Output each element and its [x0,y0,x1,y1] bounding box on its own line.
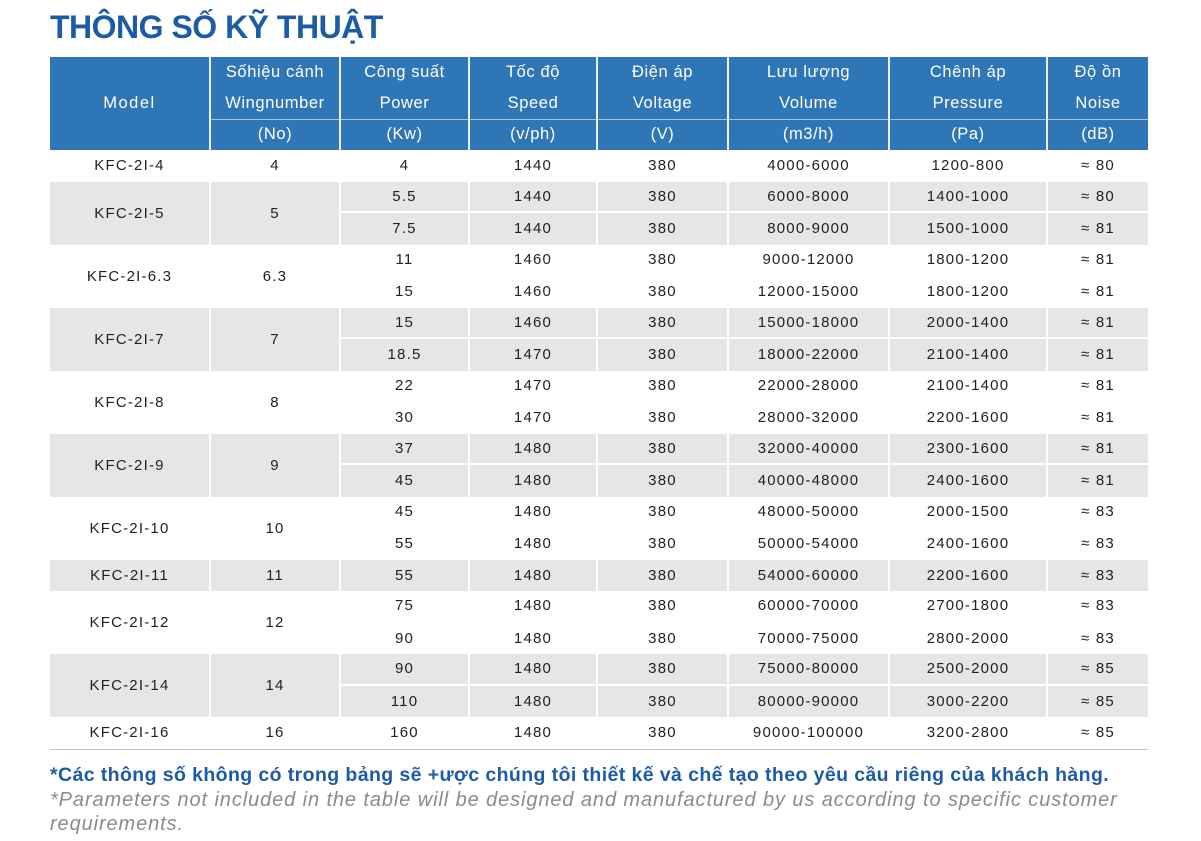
speed-cell: 1460 [470,276,598,308]
pressure-cell: 2100-1400 [890,371,1048,403]
pressure-cell: 2400-1600 [890,528,1048,560]
speed-cell: 1440 [470,213,598,245]
volume-cell: 48000-50000 [729,497,890,529]
model-group [50,150,1148,182]
pressure-cell: 1800-1200 [890,276,1048,308]
wing-number-cell: 16 [211,717,341,749]
volume-cell: 40000-48000 [729,465,890,497]
spec-table [50,57,1148,750]
pressure-cell: 1500-1000 [890,213,1048,245]
volume-cell: 50000-54000 [729,528,890,560]
column-header-speed [470,57,598,150]
volume-cell: 8000-9000 [729,213,890,245]
voltage-cell: 380 [598,182,729,214]
power-cell: 37 [341,434,470,466]
noise-cell: ≈ 85 [1081,724,1115,742]
column-header-label-en: Wingnumber [225,94,325,112]
column-header-label-vi: Sốhiệu cánh [225,63,325,81]
model-group [50,371,1148,434]
model-group [50,245,1148,308]
power-cell: 15 [341,308,470,340]
voltage-cell: 380 [598,402,729,434]
pressure-cell: 3200-2800 [890,717,1048,749]
speed-cell: 1480 [470,497,598,529]
table-header [50,57,1148,150]
model-cell: KFC-2I-14 [50,654,211,717]
speed-cell: 1460 [470,245,598,277]
volume-cell: 4000-6000 [729,150,890,182]
power-cell: 90 [341,654,470,686]
column-header-volume [729,57,890,150]
noise-cell: ≈ 81 [1081,346,1115,364]
column-header-label-en: Volume [779,94,838,112]
model-cell: KFC-2I-8 [50,371,211,434]
voltage-cell: 380 [598,560,729,592]
voltage-cell: 380 [598,591,729,623]
noise-cell: ≈ 83 [1081,629,1115,647]
pressure-cell: 2700-1800 [890,591,1048,623]
speed-cell: 1480 [470,717,598,749]
model-cell: KFC-2I-4 [50,150,211,182]
volume-cell: 70000-75000 [729,623,890,655]
pressure-cell: 2200-1600 [890,402,1048,434]
noise-cell: ≈ 81 [1081,409,1115,427]
voltage-cell: 380 [598,276,729,308]
power-cell: 75 [341,591,470,623]
voltage-cell: 380 [598,686,729,718]
power-cell: 18.5 [341,339,470,371]
column-header-unit: (Kw) [341,119,468,150]
speed-cell: 1480 [470,623,598,655]
footnote-en: *Parameters not included in the table will be designed and manufactured by us according to specific customer requirements. [50,789,1118,835]
model-group [50,560,1148,592]
volume-cell: 80000-90000 [729,686,890,718]
column-header-power [341,57,470,150]
column-header-pressure [890,57,1048,150]
volume-cell: 28000-32000 [729,402,890,434]
column-header-label-vi: Chênh áp [929,63,1007,81]
pressure-cell: 3000-2200 [890,686,1048,718]
model-group [50,717,1148,749]
speed-cell: 1460 [470,308,598,340]
wing-number-cell: 11 [211,560,341,592]
voltage-cell: 380 [598,434,729,466]
power-cell: 11 [341,245,470,277]
model-cell: KFC-2I-6.3 [50,245,211,308]
column-header-unit: (m3/h) [729,119,888,150]
speed-cell: 1480 [470,591,598,623]
column-header-model [50,57,211,150]
volume-cell: 18000-22000 [729,339,890,371]
model-group [50,182,1148,245]
voltage-cell: 380 [598,308,729,340]
wing-number-cell: 7 [211,308,341,371]
pressure-cell: 2000-1500 [890,497,1048,529]
power-cell: 45 [341,497,470,529]
power-cell: 15 [341,276,470,308]
model-group [50,497,1148,560]
noise-cell: ≈ 81 [1081,220,1115,238]
power-cell: 55 [341,528,470,560]
volume-cell: 90000-100000 [729,717,890,749]
column-header-label-vi: Điện áp [631,63,694,81]
voltage-cell: 380 [598,654,729,686]
model-cell: KFC-2I-11 [50,560,211,592]
voltage-cell: 380 [598,213,729,245]
column-header-unit: (V) [598,119,727,150]
wing-number-cell: 14 [211,654,341,717]
page-title: THÔNG SỐ KỸ THUẬT [50,9,383,45]
power-cell: 30 [341,402,470,434]
speed-cell: 1480 [470,654,598,686]
speed-cell: 1470 [470,371,598,403]
speed-cell: 1470 [470,402,598,434]
speed-cell: 1440 [470,150,598,182]
wing-number-cell: 8 [211,371,341,434]
speed-cell: 1480 [470,465,598,497]
pressure-cell: 1800-1200 [890,245,1048,277]
pressure-cell: 2400-1600 [890,465,1048,497]
model-cell: KFC-2I-5 [50,182,211,245]
column-header-noise [1048,57,1148,150]
power-cell: 45 [341,465,470,497]
noise-cell: ≈ 81 [1048,371,1148,403]
power-cell: 160 [341,717,470,749]
column-header-unit: (No) [211,119,339,150]
wing-number-cell: 5 [211,182,341,245]
column-header-label-en: Voltage [632,94,693,112]
column-header-label-vi: Tốc độ [505,63,561,81]
model-cell: KFC-2I-7 [50,308,211,371]
voltage-cell: 380 [598,371,729,403]
power-cell: 90 [341,623,470,655]
voltage-cell: 380 [598,465,729,497]
pressure-cell: 2200-1600 [890,560,1048,592]
volume-cell: 9000-12000 [729,245,890,277]
voltage-cell: 380 [598,339,729,371]
column-header-unit: (dB) [1048,119,1148,150]
power-cell: 22 [341,371,470,403]
speed-cell: 1480 [470,434,598,466]
column-header-label-vi: Độ ồn [1074,63,1122,81]
noise-cell: ≈ 83 [1048,591,1148,623]
noise-cell: ≈ 81 [1048,245,1148,277]
column-header-unit: (Pa) [890,119,1046,150]
pressure-cell: 1200-800 [890,150,1048,182]
power-cell: 7.5 [341,213,470,245]
table-body [50,150,1148,750]
pressure-cell: 2800-2000 [890,623,1048,655]
speed-cell: 1480 [470,528,598,560]
wing-number-cell: 10 [211,497,341,560]
voltage-cell: 380 [598,497,729,529]
power-cell: 110 [341,686,470,718]
voltage-cell: 380 [598,717,729,749]
pressure-cell: 2500-2000 [890,654,1048,686]
power-cell: 4 [341,150,470,182]
model-cell: KFC-2I-10 [50,497,211,560]
pressure-cell: 2300-1600 [890,434,1048,466]
volume-cell: 15000-18000 [729,308,890,340]
footnote-vi: *Các thông số không có trong bảng sẽ +ược chúng tôi thiết kế và chế tạo theo yêu cầu riêng của khách hàng. [50,764,1110,786]
column-header-label-vi: Công suất [364,63,445,81]
voltage-cell: 380 [598,528,729,560]
noise-cell: ≈ 80 [1048,182,1148,214]
volume-cell: 12000-15000 [729,276,890,308]
column-header-label-en: Power [379,94,430,112]
model-group [50,308,1148,371]
wing-number-cell: 12 [211,591,341,654]
model-group [50,654,1148,717]
voltage-cell: 380 [598,150,729,182]
volume-cell: 32000-40000 [729,434,890,466]
noise-cell: ≈ 85 [1081,692,1115,710]
speed-cell: 1440 [470,182,598,214]
model-cell: KFC-2I-9 [50,434,211,497]
column-header-label-vi: Lưu lượng [766,63,851,81]
speed-cell: 1480 [470,560,598,592]
pressure-cell: 1400-1000 [890,182,1048,214]
volume-cell: 6000-8000 [729,182,890,214]
column-header-unit: (v/ph) [470,119,596,150]
column-header-label-en: Noise [1075,94,1121,112]
model-group [50,591,1148,654]
noise-cell: ≈ 83 [1048,497,1148,529]
noise-cell: ≈ 83 [1081,535,1115,553]
column-header-label-en: Pressure [932,94,1004,112]
pressure-cell: 2100-1400 [890,339,1048,371]
volume-cell: 54000-60000 [729,560,890,592]
wing-number-cell: 6.3 [211,245,341,308]
speed-cell: 1480 [470,686,598,718]
pressure-cell: 2000-1400 [890,308,1048,340]
noise-cell: ≈ 81 [1081,472,1115,490]
column-header-label: Model [103,94,156,112]
power-cell: 5.5 [341,182,470,214]
column-header-voltage [598,57,729,150]
noise-cell: ≈ 81 [1048,308,1148,340]
column-header-label-en: Speed [507,94,559,112]
speed-cell: 1470 [470,339,598,371]
model-cell: KFC-2I-16 [50,717,211,749]
noise-cell: ≈ 83 [1081,566,1115,584]
noise-cell: ≈ 81 [1081,283,1115,301]
noise-cell: ≈ 85 [1048,654,1148,686]
model-group [50,434,1148,497]
power-cell: 55 [341,560,470,592]
volume-cell: 22000-28000 [729,371,890,403]
voltage-cell: 380 [598,623,729,655]
volume-cell: 60000-70000 [729,591,890,623]
wing-number-cell: 4 [211,150,341,182]
noise-cell: ≈ 80 [1081,157,1115,175]
noise-cell: ≈ 81 [1048,434,1148,466]
volume-cell: 75000-80000 [729,654,890,686]
voltage-cell: 380 [598,245,729,277]
column-header-wing-number [211,57,341,150]
model-cell: KFC-2I-12 [50,591,211,654]
wing-number-cell: 9 [211,434,341,497]
